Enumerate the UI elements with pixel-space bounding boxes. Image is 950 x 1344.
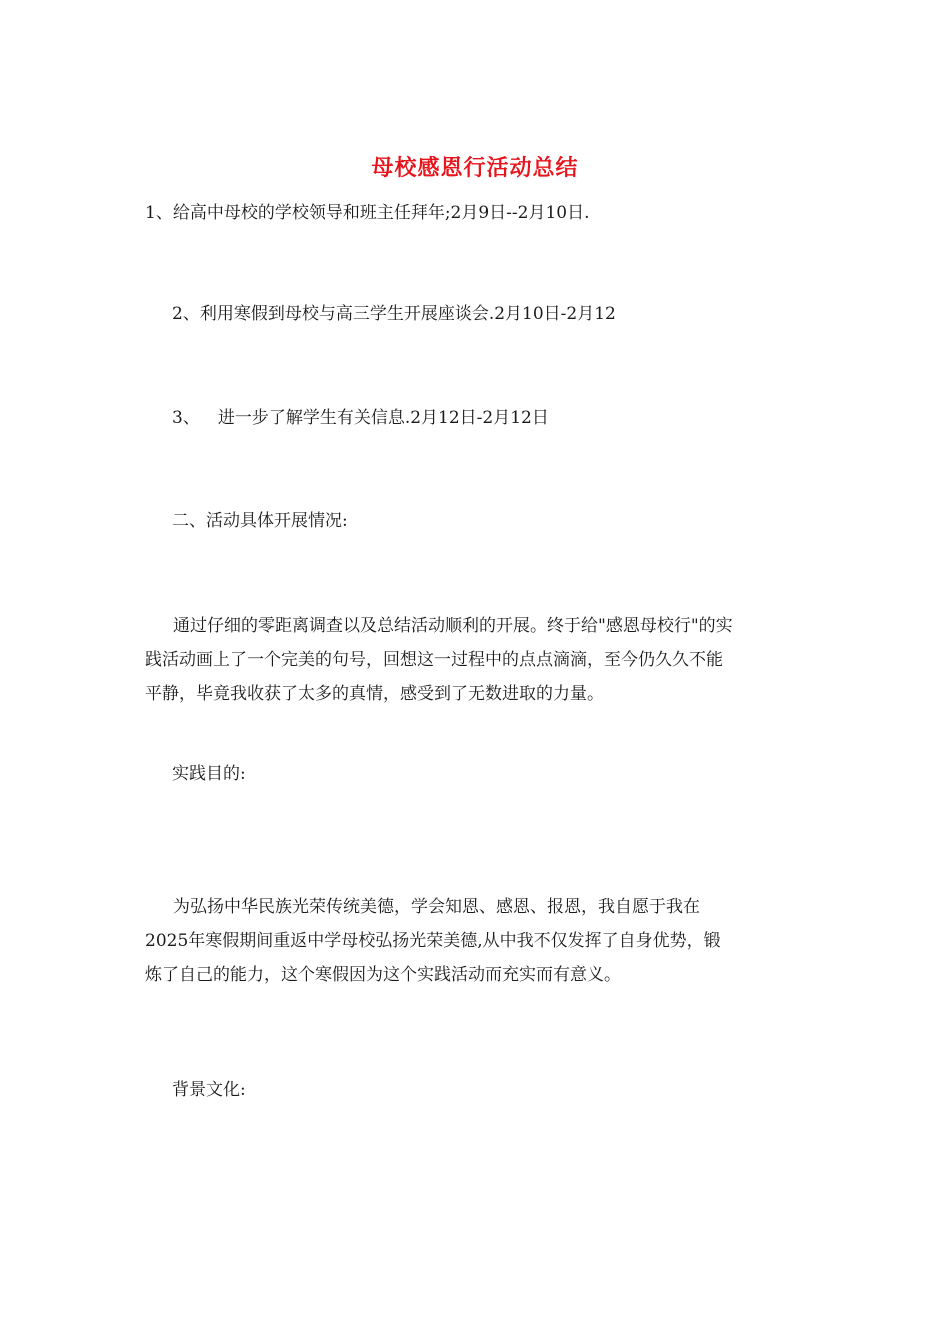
paragraph-line: 践活动画上了一个完美的句号，回想这一过程中的点点滴滴，至今仍久久不能 [145,650,723,670]
section-heading-background: 背景文化: [172,1080,246,1100]
list-item-3-number: 3、 [172,408,200,428]
paragraph-summary [145,609,810,711]
list-item-3 [172,401,549,435]
paragraph-line: 通过仔细的零距离调查以及总结活动顺利的开展。终于给"感恩母校行"的实 [173,616,733,636]
list-item-1: 1、给高中母校的学校领导和班主任拜年;2月9日--2月10日. [145,203,590,223]
paragraph-line: 2025年寒假期间重返中学母校弘扬光荣美德,从中我不仅发挥了自身优势，锻 [145,931,721,951]
paragraph-line: 为弘扬中华民族光荣传统美德，学会知恩、感恩、报恩，我自愿于我在 [173,897,700,917]
paragraph-line: 平静，毕竟我收获了太多的真情，感受到了无数进取的力量。 [145,684,604,704]
list-item-2: 2、利用寒假到母校与高三学生开展座谈会.2月10日-2月12 [172,304,616,324]
paragraph-purpose [145,890,810,992]
section-heading-activity: 二、活动具体开展情况: [172,511,348,531]
section-heading-purpose: 实践目的: [172,764,246,784]
paragraph-line: 炼了自己的能力，这个寒假因为这个实践活动而充实而有意义。 [145,965,621,985]
list-item-3-text: 进一步了解学生有关信息.2月12日-2月12日 [217,408,549,428]
document-title: 母校感恩行活动总结 [371,155,579,181]
